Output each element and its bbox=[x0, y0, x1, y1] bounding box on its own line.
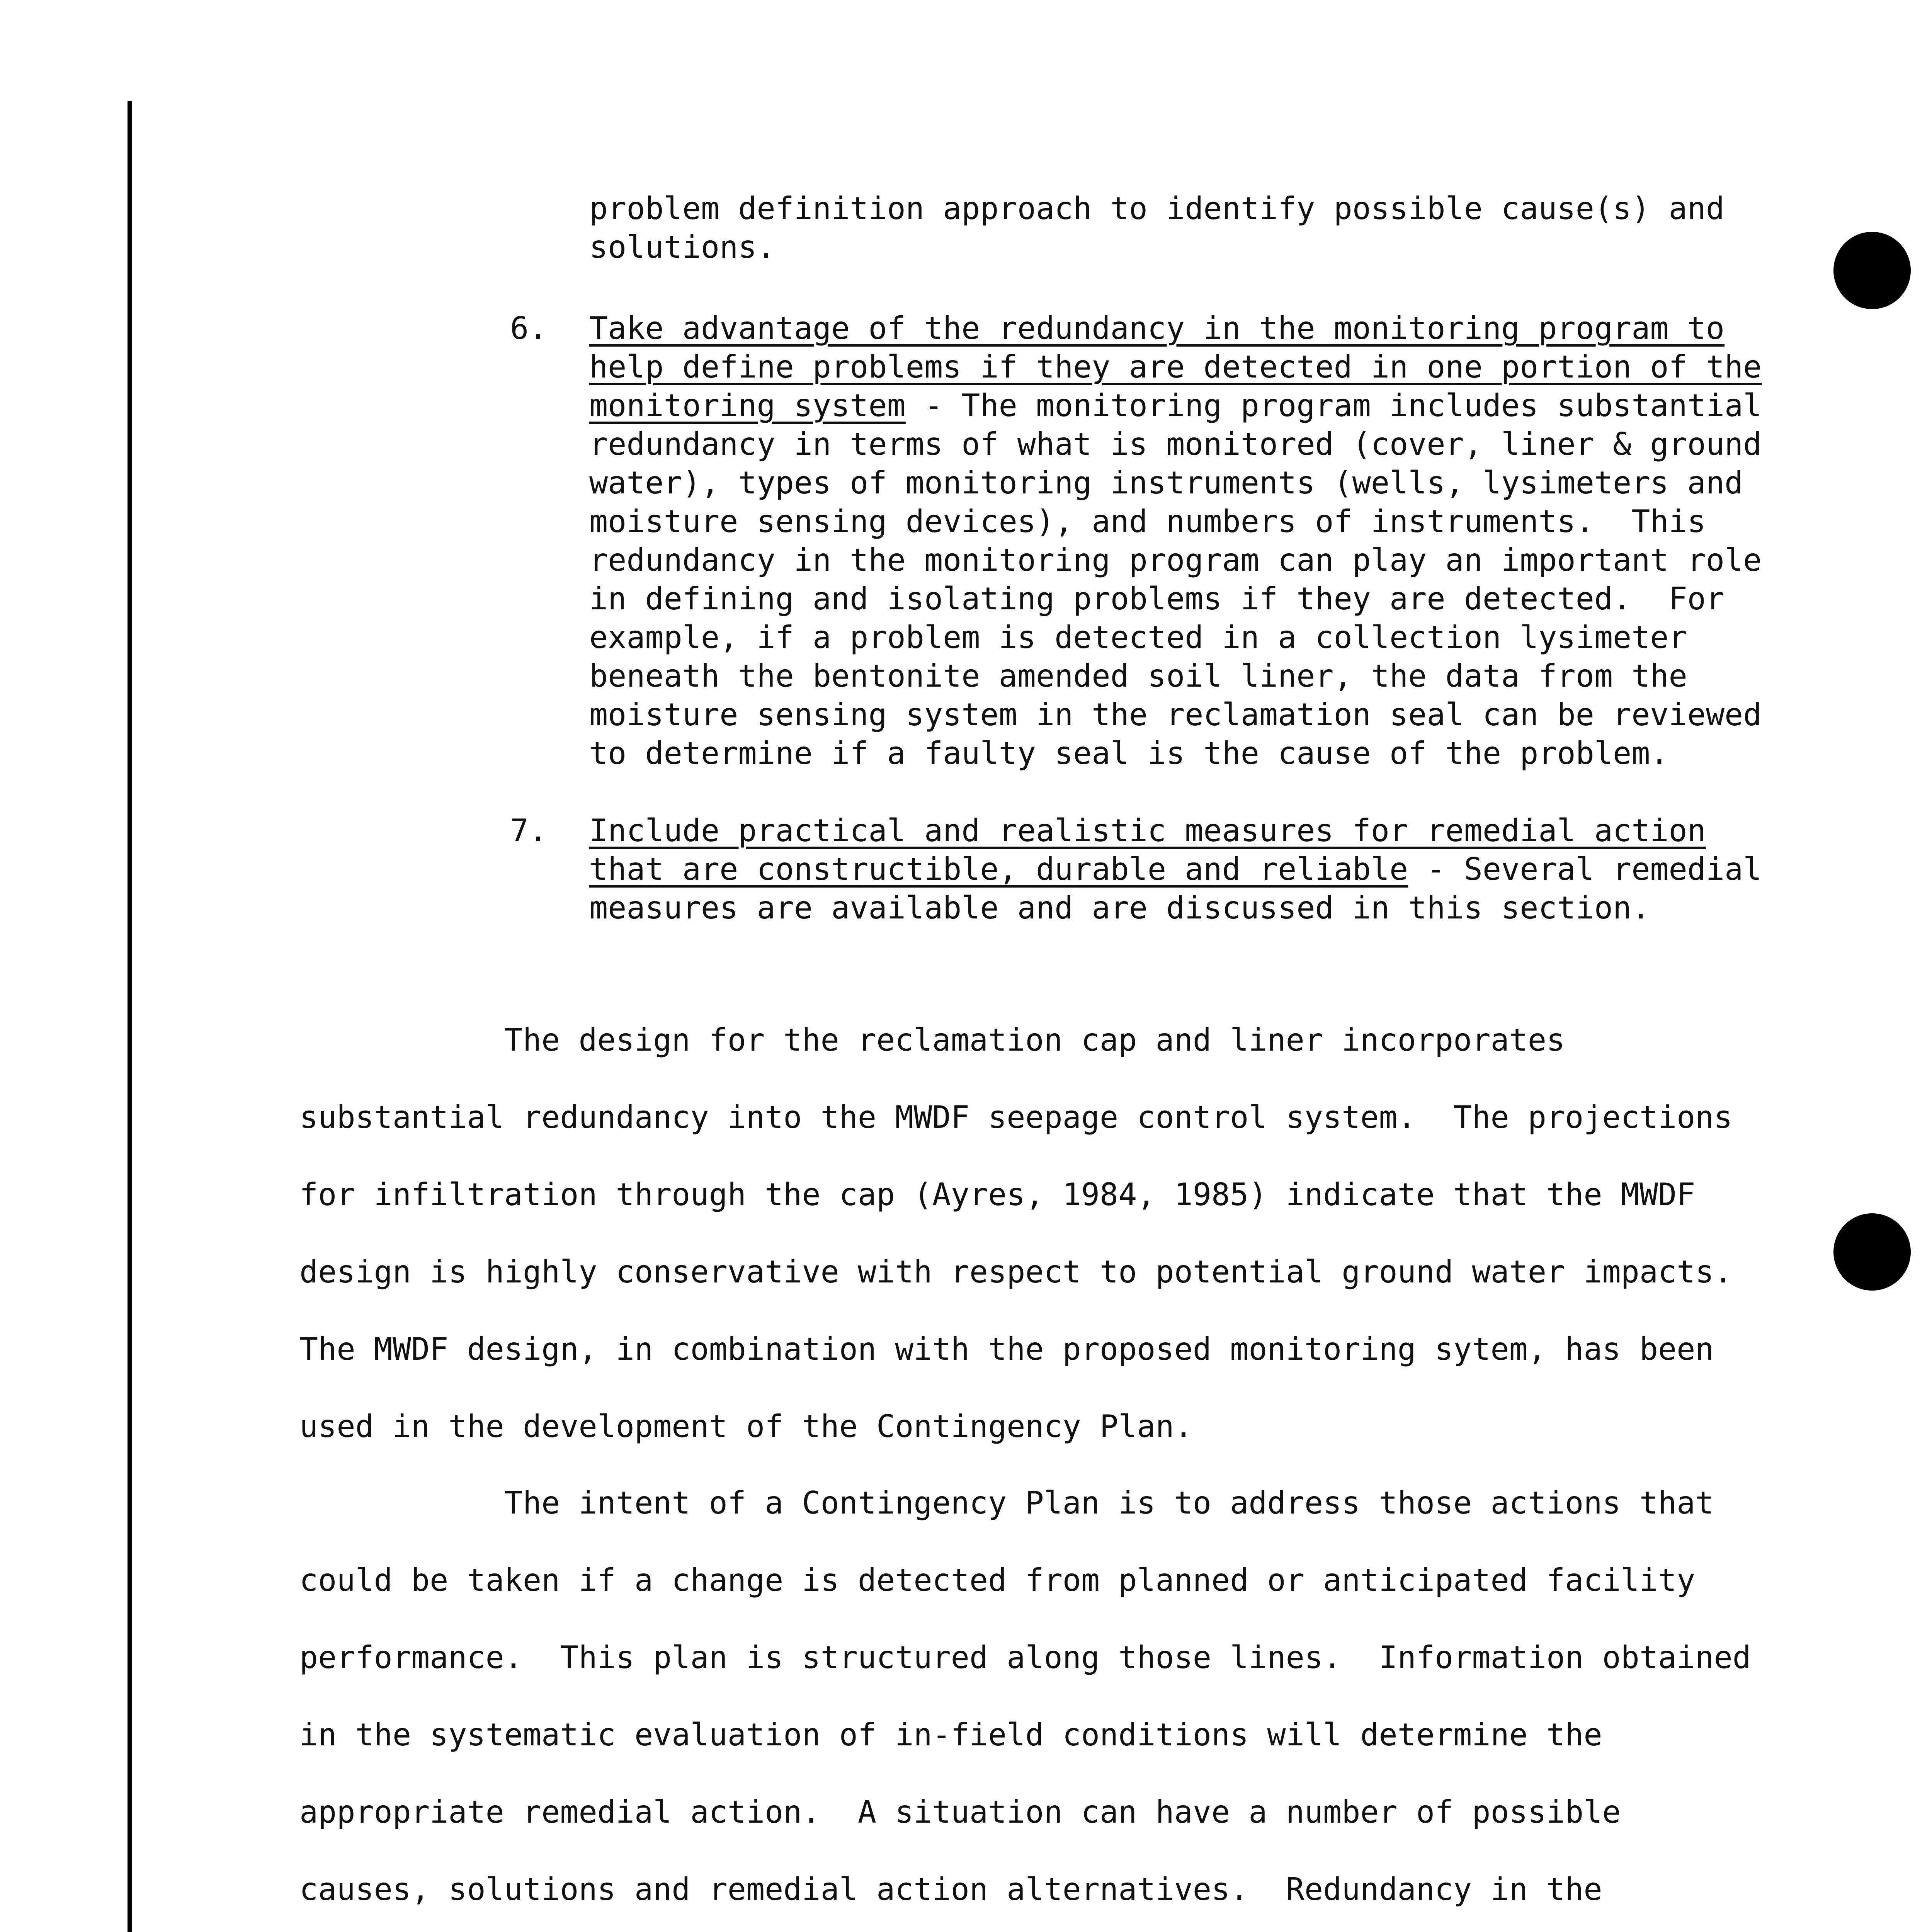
list-item-7 bbox=[510, 811, 1762, 966]
underlined-text: monitoring system bbox=[589, 388, 906, 423]
text-line: example, if a problem is detected in a collection lysimeter bbox=[589, 619, 1687, 655]
list-item-6 bbox=[510, 309, 1762, 771]
line-rest: - The monitoring program includes substantial bbox=[905, 388, 1762, 423]
list-item-body bbox=[589, 811, 1762, 927]
paragraph-intent bbox=[299, 1464, 1751, 1932]
list-item-body bbox=[589, 309, 1762, 773]
text-line: in the systematic evaluation of in-field conditions will determine the bbox=[299, 1717, 1602, 1753]
text-line: moisture sensing system in the reclamation seal can be reviewed bbox=[589, 697, 1762, 733]
underlined-line: Include practical and realistic measures for remedial action bbox=[589, 813, 1706, 849]
text-line: problem definition approach to identify possible cause(s) and bbox=[589, 190, 1725, 226]
text-line: used in the development of the Contingency Plan. bbox=[299, 1408, 1193, 1444]
underlined-line: Take advantage of the redundancy in the monitoring program to bbox=[589, 310, 1725, 346]
list-number: 7. bbox=[510, 813, 548, 849]
punch-hole bbox=[1833, 1213, 1911, 1291]
text-line: moisture sensing devices), and numbers of instruments. This bbox=[589, 503, 1706, 539]
text-line: measures are available and are discussed in this section. bbox=[589, 890, 1650, 926]
text-line: could be taken if a change is detected from planned or anticipated facility bbox=[299, 1562, 1696, 1598]
margin-change-bar bbox=[128, 101, 132, 1932]
text-line: in defining and isolating problems if they are detected. For bbox=[589, 581, 1725, 617]
text-line: redundancy in terms of what is monitored (cover, liner & ground bbox=[589, 426, 1762, 462]
text-line: The intent of a Contingency Plan is to address those actions that bbox=[299, 1485, 1714, 1521]
text-line bbox=[299, 1928, 1751, 1932]
text-line: The MWDF design, in combination with the proposed monitoring sytem, has been bbox=[299, 1331, 1714, 1367]
text-line: to determine if a faulty seal is the cause of the problem. bbox=[589, 735, 1669, 771]
text-line: appropriate remedial action. A situation can have a number of possible bbox=[299, 1794, 1621, 1830]
text-line: water), types of monitoring instruments (wells, lysimeters and bbox=[589, 465, 1743, 501]
line-rest: - Several remedial bbox=[1408, 851, 1762, 887]
punch-hole bbox=[1833, 232, 1911, 309]
text-line: redundancy in the monitoring program can play an important role bbox=[589, 542, 1762, 578]
text-line: for infiltration through the cap (Ayres, 1984, 1985) indicate that the MWDF bbox=[299, 1177, 1696, 1213]
list-continuation bbox=[589, 189, 1725, 267]
list-number: 6. bbox=[510, 310, 548, 346]
text-line bbox=[589, 386, 1762, 425]
text-line: The design for the reclamation cap and liner incorporates bbox=[299, 1022, 1565, 1058]
text-line: causes, solutions and remedial action alternatives. Redundancy in the bbox=[299, 1871, 1602, 1907]
text-line: performance. This plan is structured along those lines. Information obtained bbox=[299, 1639, 1751, 1675]
text-line: beneath the bentonite amended soil liner, the data from the bbox=[589, 658, 1687, 694]
underlined-line: help define problems if they are detected in one portion of the bbox=[589, 349, 1762, 385]
text-line: substantial redundancy into the MWDF seepage control system. The projections bbox=[299, 1099, 1733, 1135]
paragraph-design bbox=[299, 1002, 1733, 1465]
text-line: design is highly conservative with respect to potential ground water impacts. bbox=[299, 1254, 1733, 1290]
text-line bbox=[589, 850, 1762, 889]
text-line: solutions. bbox=[589, 229, 776, 265]
underlined-text: that are constructible, durable and reliable bbox=[589, 851, 1408, 887]
